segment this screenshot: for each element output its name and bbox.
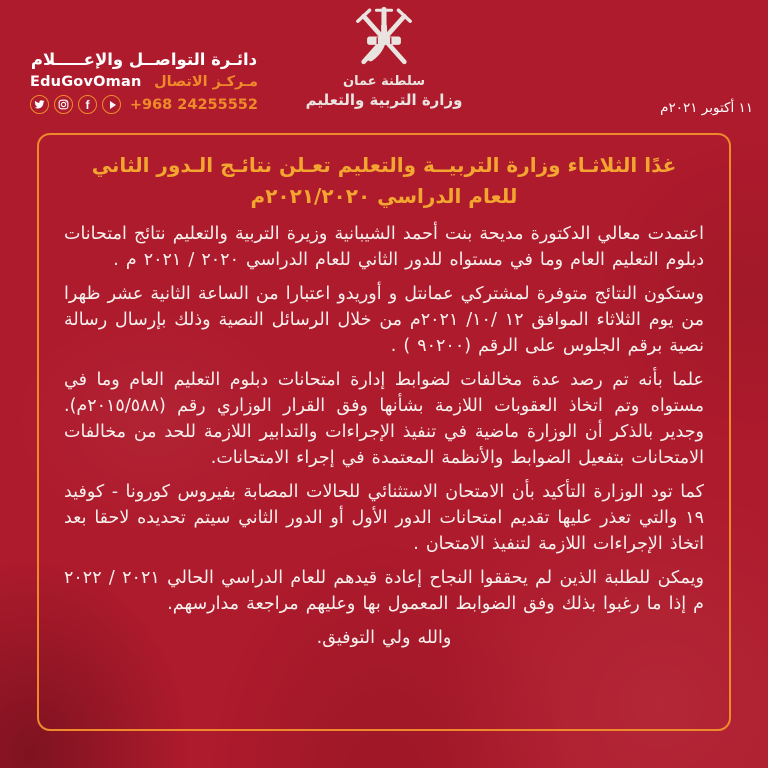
- social-handle: EduGovOman: [30, 74, 142, 90]
- facebook-icon[interactable]: f: [78, 95, 97, 114]
- oman-national-emblem-icon: [341, 6, 427, 72]
- notice-title-line2: للعام الدراسي ٢٠٢١/٢٠٢٠م: [250, 184, 518, 208]
- notice-paragraph: اعتمدت معالي الدكتورة مديحة بنت أحمد الشيبانية وزيرة التربية والتعليم نتائج امتحانات دبلوم التعليم العام وما في مستواه للدور الثاني للعام الدراسي ٢٠٢٠ / ٢٠٢١ م .: [64, 224, 704, 270]
- notice-paragraph: كما تود الوزارة التأكيد بأن الامتحان الاستثنائي للحالات المصابة بفيروس كورونا - كوفيد ١٩ والتي تعذر عليها تقديم امتحانات الدور الأول أو الدور الثاني سيتم تحديده لاحقا بعد اتخاذ الإجراءات اللازمة لتنفيذ الامتحان .: [64, 482, 704, 554]
- publication-date: ١١ أكتوبر ٢٠٢١م: [660, 100, 753, 116]
- emblem-ministry-text: وزارة التربية والتعليم: [305, 91, 463, 109]
- department-title: دائـرة التواصــل والإعـــــلام: [30, 50, 258, 69]
- phone-number: +968 24255552: [129, 96, 258, 113]
- call-center-label: مـركـز الاتصال: [154, 74, 258, 90]
- notice-title: [64, 150, 704, 212]
- notice-paragraph: ويمكن للطلبة الذين لم يحققوا النجاح إعادة قيدهم للعام الدراسي الحالي ٢٠٢١ / ٢٠٢٢ م إذا ما رغبوا بذلك وفق الضوابط المعمول بها وعليهم مراجعة مدارسهم.: [64, 568, 704, 614]
- notice-title-line1: غدًا الثلاثـاء وزارة التربيــة والتعليم تعـلن نتائـج الـدور الثاني: [91, 153, 677, 177]
- emblem-country-text: سلطنة عمان: [342, 74, 426, 89]
- closing-phrase: والله ولي التوفيق.: [316, 628, 452, 648]
- notice-paragraph: علما بأنه تم رصد عدة مخالفات لضوابط إدارة امتحانات دبلوم التعليم العام وما في مستواه وتم اتخاذ العقوبات اللازمة بشأنها وفق القرار الوزاري رقم (٢٠١٥/٥٨٨م). وجدير بالذكر أن الوزارة ماضية في تنفيذ الإجراءات والتدابير اللازمة للحد من مخالفات الامتحانات بتفعيل الضوابط والأنظمة المعتمدة في إجراء الامتحانات.: [64, 370, 704, 468]
- ministry-emblem-block: [0, 6, 768, 109]
- notice-paragraph: وستكون النتائج متوفرة لمشتركي عمانتل و أوريدو اعتبارا من الساعة الثانية عشر ظهرا من يوم الثلاثاء الموافق ١٢ /١٠/ ٢٠٢١م من خلال الرسائل النصية وذلك بإرسال رسالة نصية برقم الجلوس على الرقم (٩٠٢٠٠ ) .: [64, 284, 705, 356]
- notice-box: [37, 133, 731, 731]
